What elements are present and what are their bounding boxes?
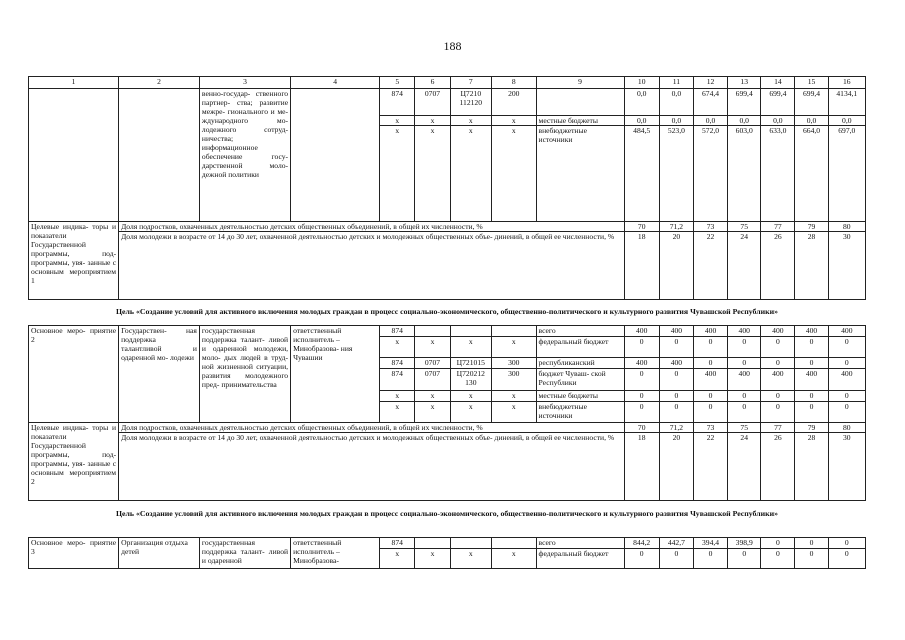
header-cell: 10 [624, 77, 659, 89]
page-number: 188 [443, 39, 462, 53]
table-cell: всего [536, 326, 624, 337]
table-cell: 0 [728, 337, 761, 358]
table-cell: 400 [761, 369, 795, 391]
table-cell: 0 [693, 402, 727, 423]
table-cell: 0,0 [728, 116, 761, 126]
indicator-text: Доля подростков, охваченных деятельностью детских общественных объединений, в общей их численности, % [119, 423, 624, 433]
header-cell: 6 [415, 77, 450, 89]
table-cell: 400 [659, 326, 693, 337]
table-cell: x [415, 116, 450, 126]
indicator-value: 18 [624, 232, 659, 300]
header-cell: 9 [536, 77, 624, 89]
table-cell: 0,0 [828, 116, 865, 126]
table-cell: 442,7 [659, 538, 693, 549]
table-cell: 844,2 [624, 538, 659, 549]
table-cell: 400 [728, 369, 761, 391]
indicator-value: 28 [795, 232, 828, 300]
table-cell: 874 [380, 369, 415, 391]
measure-executor: ответственный исполнитель – Минобразова- [291, 538, 380, 569]
indicator-value: 70 [624, 222, 659, 232]
table-cell: 0 [659, 337, 693, 358]
table-cell [450, 326, 491, 337]
indicator-value: 30 [828, 433, 865, 501]
table-cell: 0 [659, 549, 693, 569]
indicator-text: Доля молодежи в возрасте от 14 до 30 лет, охваченной деятельностью детских и молодежных общественных объе- динений, в общей ее численности, % [119, 433, 624, 501]
table-cell: 0 [761, 337, 795, 358]
table-cell: 4134,1 [828, 89, 865, 116]
table-cell: 484,5 [624, 126, 659, 222]
table-cell: 0 [659, 391, 693, 402]
budget-table-part-2 [28, 325, 866, 527]
table-cell: 0 [728, 358, 761, 369]
indicator-value: 22 [693, 232, 727, 300]
table-cell: 699,4 [728, 89, 761, 116]
table-cell: x [415, 126, 450, 222]
table-cell: 523,0 [659, 126, 693, 222]
indicator-value: 70 [624, 423, 659, 433]
header-cell: 12 [693, 77, 727, 89]
header-cell: 5 [380, 77, 415, 89]
table-cell: 699,4 [795, 89, 828, 116]
goal-heading: Цель «Создание условий для активного включения молодых граждан в процесс социально-экономического, общественно-политического и культурного развития Чувашской Республики» [115, 307, 778, 317]
table-cell [415, 326, 450, 337]
table-cell: 0 [728, 549, 761, 569]
indicator-value: 20 [659, 232, 693, 300]
table-cell: x [450, 402, 491, 423]
table-cell: 0 [624, 549, 659, 569]
indicator-value: 30 [828, 232, 865, 300]
table-cell: 394,4 [693, 538, 727, 549]
table-cell: бюджет Чуваш- ской Республики [536, 369, 624, 391]
header-cell: 2 [119, 77, 200, 89]
table-cell: 400 [795, 369, 828, 391]
header-cell: 14 [761, 77, 795, 89]
empty-cell [29, 89, 119, 222]
table-cell: 0 [761, 549, 795, 569]
indicator-text: Доля подростков, охваченных деятельностью детских общественных объединений, в общей их численности, % [119, 222, 624, 232]
table-cell: 400 [659, 358, 693, 369]
indicator-value: 75 [728, 423, 761, 433]
table-cell: 0 [624, 369, 659, 391]
table-cell: x [492, 402, 537, 423]
table-cell: 0 [828, 402, 865, 423]
indicator-value: 77 [761, 222, 795, 232]
table-cell: 0 [624, 337, 659, 358]
indicator-value: 71,2 [659, 222, 693, 232]
table-cell: 0 [795, 549, 828, 569]
indicators-label: Целевые индика- торы и показатели Государственной программы, под- программы, увя- занные с основным мероприятием 1 [29, 222, 119, 300]
table-cell: 0 [728, 391, 761, 402]
table-cell: x [415, 402, 450, 423]
budget-table-part-1 [28, 76, 866, 324]
table-cell: 874 [380, 326, 415, 337]
table-cell: x [450, 116, 491, 126]
table-cell: x [450, 126, 491, 222]
header-cell: 13 [728, 77, 761, 89]
indicator-value: 77 [761, 423, 795, 433]
table-cell: 0,0 [659, 116, 693, 126]
table-cell: Ц720212 130 [450, 369, 491, 391]
table-cell: 0 [624, 402, 659, 423]
table-cell [450, 538, 491, 549]
table-row [29, 326, 866, 337]
table-cell: 0 [693, 549, 727, 569]
table-cell: 0,0 [659, 89, 693, 116]
table-cell: 0 [795, 358, 828, 369]
table-cell: 300 [492, 358, 537, 369]
indicator-value: 80 [828, 423, 865, 433]
table-cell: x [415, 337, 450, 358]
indicator-row [29, 222, 866, 232]
header-cell: 1 [29, 77, 119, 89]
table-cell: 0 [659, 402, 693, 423]
table-cell: x [415, 549, 450, 569]
table-cell: 0 [693, 358, 727, 369]
table-cell: 0 [761, 402, 795, 423]
table-cell: x [380, 549, 415, 569]
table-cell: 0707 [415, 358, 450, 369]
table-cell: 0707 [415, 369, 450, 391]
table-cell: 0 [761, 391, 795, 402]
table-cell: 874 [380, 89, 415, 116]
table-cell: x [380, 391, 415, 402]
table-cell: внебюджетные источники [536, 402, 624, 423]
table-cell: 0707 [415, 89, 450, 116]
header-cell: 4 [291, 77, 380, 89]
table-cell: 0 [795, 538, 828, 549]
table-cell: 603,0 [728, 126, 761, 222]
table-cell: 572,0 [693, 126, 727, 222]
indicators-label: Целевые индика- торы и показатели Государственной программы, под- программы, увя- занные с основным мероприятием 2 [29, 423, 119, 501]
table-row [29, 89, 866, 116]
table-cell: x [380, 116, 415, 126]
table-cell: 0 [693, 391, 727, 402]
table-cell: x [450, 337, 491, 358]
table-cell: 400 [828, 326, 865, 337]
table-cell: федеральный бюджет [536, 549, 624, 569]
table-cell: 0 [828, 538, 865, 549]
measure-title: Государствен- ная поддержка талантливой и одаренной мо- лодежи [119, 326, 200, 423]
empty-cell [119, 89, 200, 222]
indicator-value: 79 [795, 423, 828, 433]
table-cell: 398,9 [728, 538, 761, 549]
measure-title: Организация отдыха детей [119, 538, 200, 569]
indicator-value: 80 [828, 222, 865, 232]
indicator-value: 20 [659, 433, 693, 501]
table-cell: республиканский [536, 358, 624, 369]
indicator-value: 71,2 [659, 423, 693, 433]
table-cell: 664,0 [795, 126, 828, 222]
header-cell: 7 [450, 77, 491, 89]
table-cell: местные бюджеты [536, 391, 624, 402]
indicator-value: 24 [728, 232, 761, 300]
table-cell: x [450, 391, 491, 402]
table-cell [536, 89, 624, 116]
table-cell: 300 [492, 369, 537, 391]
table-cell: x [492, 116, 537, 126]
table-cell: 400 [693, 369, 727, 391]
table-cell [492, 538, 537, 549]
table-cell: 0 [693, 337, 727, 358]
table-cell: 0,0 [693, 116, 727, 126]
table-cell: федеральный бюджет [536, 337, 624, 358]
table-cell: всего [536, 538, 624, 549]
table-cell: 633,0 [761, 126, 795, 222]
header-cell: 8 [492, 77, 537, 89]
table-cell: 400 [624, 326, 659, 337]
table-cell: 0 [828, 391, 865, 402]
table-cell: 0 [828, 337, 865, 358]
header-row [29, 77, 866, 89]
header-cell: 11 [659, 77, 693, 89]
measure-name: Основное меро- приятие 3 [29, 538, 119, 569]
indicator-value: 22 [693, 433, 727, 501]
table-cell: x [380, 402, 415, 423]
measure-name: Основное меро- приятие 2 [29, 326, 119, 423]
goal-row [29, 300, 866, 324]
table-cell: x [380, 337, 415, 358]
indicator-text: Доля молодежи в возрасте от 14 до 30 лет, охваченной деятельностью детских и молодежных общественных объе- динений, в общей ее численности, % [119, 232, 624, 300]
header-cell: 3 [199, 77, 290, 89]
table-cell: 0 [795, 402, 828, 423]
table-cell: 874 [380, 358, 415, 369]
table-cell: Ц7210 112120 [450, 89, 491, 116]
table-cell: 0,0 [795, 116, 828, 126]
table-cell: 0,0 [624, 89, 659, 116]
indicator-value: 28 [795, 433, 828, 501]
table-cell: x [415, 391, 450, 402]
table-cell: x [380, 126, 415, 222]
table-cell: x [492, 126, 537, 222]
table-cell: 0 [795, 337, 828, 358]
empty-cell [291, 89, 380, 222]
indicator-row [29, 423, 866, 433]
indicator-value: 73 [693, 423, 727, 433]
table-cell: 400 [795, 326, 828, 337]
table-cell: 0 [828, 358, 865, 369]
table-row [29, 538, 866, 549]
table-cell: 0,0 [624, 116, 659, 126]
goal-heading: Цель «Создание условий для активного включения молодых граждан в процесс социально-экономического, общественно-политического и культурного развития Чувашской Республики» [115, 509, 778, 519]
table-cell: 874 [380, 538, 415, 549]
table-cell: местные бюджеты [536, 116, 624, 126]
indicator-value: 18 [624, 433, 659, 501]
budget-table-part-3 [28, 537, 866, 569]
table-cell: 400 [624, 358, 659, 369]
table-cell: 200 [492, 89, 537, 116]
indicator-row [29, 433, 866, 501]
table-cell: 699,4 [761, 89, 795, 116]
table-cell: 400 [828, 369, 865, 391]
table-cell: 674,4 [693, 89, 727, 116]
table-cell [415, 538, 450, 549]
table-cell: 0 [728, 402, 761, 423]
table-cell: 400 [693, 326, 727, 337]
table-cell: внебюджетные источники [536, 126, 624, 222]
header-cell: 15 [795, 77, 828, 89]
table-cell [492, 326, 537, 337]
table-cell: Ц721015 [450, 358, 491, 369]
measure-description: государственная поддержка талант- ливой и одаренной [199, 538, 290, 569]
indicator-row [29, 232, 866, 300]
indicator-value: 26 [761, 232, 795, 300]
table-cell: 0 [761, 358, 795, 369]
goal-row [29, 501, 866, 527]
indicator-value: 26 [761, 433, 795, 501]
table-cell: 0 [659, 369, 693, 391]
indicator-value: 24 [728, 433, 761, 501]
table-cell: 400 [728, 326, 761, 337]
table-cell: x [450, 549, 491, 569]
indicator-value: 73 [693, 222, 727, 232]
table-cell: 0 [828, 549, 865, 569]
table-cell: x [492, 337, 537, 358]
measure-executor: ответственный исполнитель – Минобразова- ния Чувашии [291, 326, 380, 423]
table-cell: x [492, 391, 537, 402]
indicator-value: 75 [728, 222, 761, 232]
measure-description: государственная поддержка талант- ливой и одаренной молодежи, моло- дых людей в труд- ной жизненной ситуации, развития молодежного пред- принимательства [199, 326, 290, 423]
measure-description: венно-государ- ственного партнер- ства; развитие межре- гионального и ме- ждународного мо- лодежного сотруд- ничества; информационное обеспечение госу- дарственной моло- дежной политики [199, 89, 290, 222]
table-cell: x [492, 549, 537, 569]
table-cell: 400 [761, 326, 795, 337]
indicator-value: 79 [795, 222, 828, 232]
table-cell: 0 [761, 538, 795, 549]
header-cell: 16 [828, 77, 865, 89]
table-cell: 0 [624, 391, 659, 402]
table-cell: 0,0 [761, 116, 795, 126]
table-cell: 697,0 [828, 126, 865, 222]
table-cell: 0 [795, 391, 828, 402]
